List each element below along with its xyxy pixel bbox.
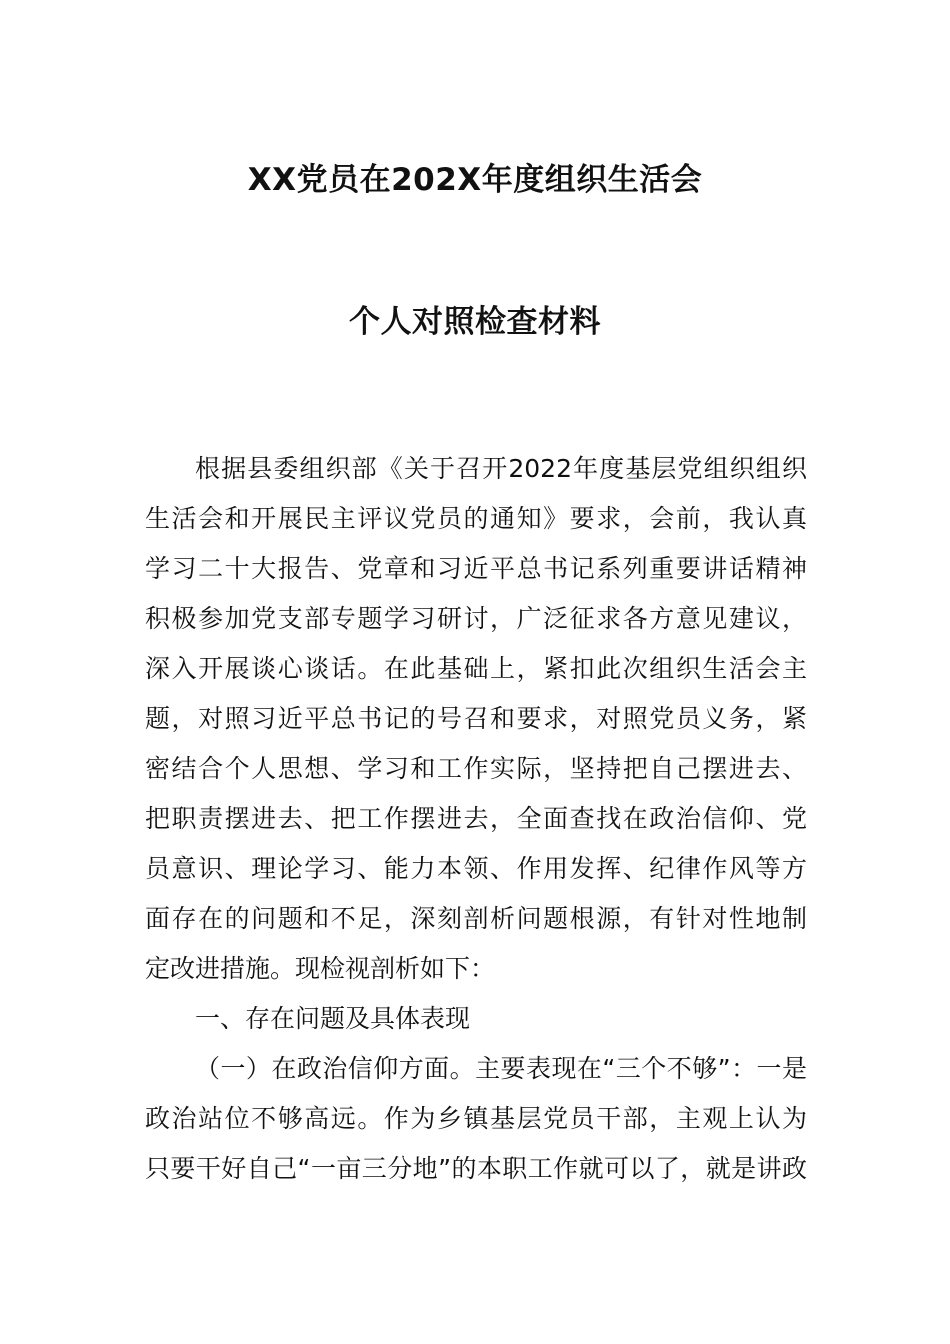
paragraph-line: 生活会和开展民主评议党员的通知》要求，会前，我认真 [145,504,807,533]
paragraph-line: 定改进措施。现检视剖析如下： [145,954,496,983]
paragraph-line: 学习二十大报告、党章和习近平总书记系列重要讲话精神 [145,554,807,583]
paragraph-line: 把职责摆进去、把工作摆进去，全面查找在政治信仰、党 [145,804,807,833]
document-title-line-1: XX党员在202X年度组织生活会 [247,162,703,198]
paragraph-line: 题，对照习近平总书记的号召和要求，对照党员义务，紧 [145,704,807,733]
document-title-line-2: 个人对照检查材料 [349,304,601,340]
section-heading: 一、存在问题及具体表现 [195,1004,471,1033]
paragraph-line: （一）在政治信仰方面。主要表现在“三个不够”：一是 [195,1054,807,1083]
paragraph-line: 员意识、理论学习、能力本领、作用发挥、纪律作风等方 [145,854,807,883]
paragraph-line: 只要干好自己“一亩三分地”的本职工作就可以了，就是讲政 [145,1154,807,1183]
paragraph-line: 面存在的问题和不足，深刻剖析问题根源，有针对性地制 [145,904,807,933]
paragraph-intro [145,444,807,994]
paragraph-line: 根据县委组织部《关于召开2022年度基层党组织组织 [195,454,807,483]
paragraph-line: 政治站位不够高远。作为乡镇基层党员干部，主观上认为 [145,1104,807,1133]
paragraph-line: 密结合个人思想、学习和工作实际，坚持把自己摆进去、 [145,754,807,783]
paragraph-line: 积极参加党支部专题学习研讨，广泛征求各方意见建议， [145,604,807,633]
document-body [145,444,807,1194]
paragraph-line: 深入开展谈心谈话。在此基础上，紧扣此次组织生活会主 [145,654,807,683]
paragraph-political-belief [145,1044,807,1194]
